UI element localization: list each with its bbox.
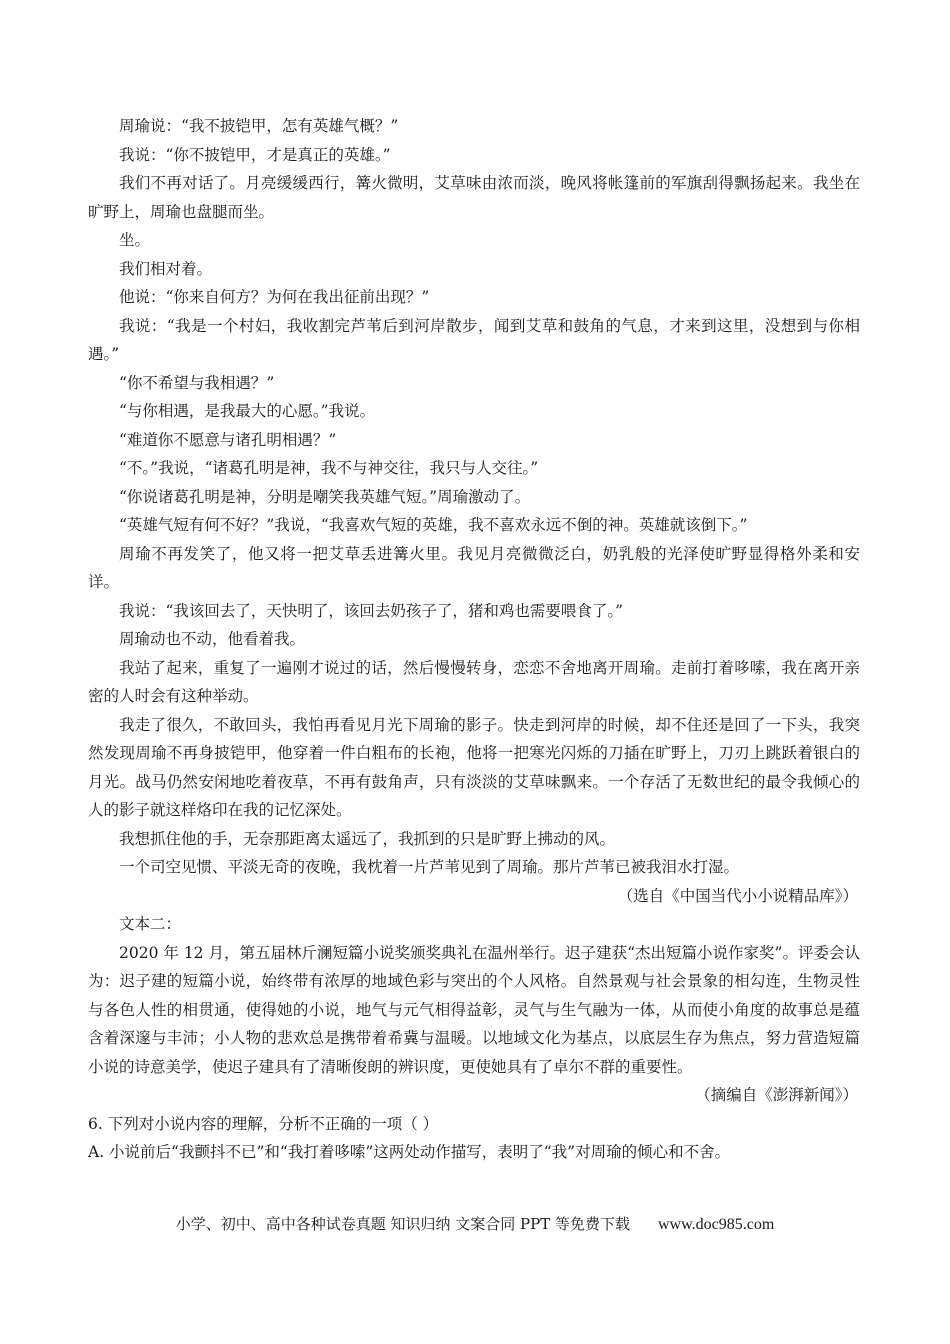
paragraph: “不。”我说，“诸葛孔明是神，我不与神交往，我只与人交往。” xyxy=(119,459,539,477)
question-option-a: A. 小说前后“我颤抖不已”和“我打着哆嗦”这两处动作描写，表明了“我”对周瑜的倾心和不舍。 xyxy=(88,1143,731,1161)
paragraph: 我说：“我该回去了，天快明了，该回去奶孩子了，猪和鸡也需要喂食了。” xyxy=(119,601,624,620)
paragraph: “英雄气短有何不好？”我说，“我喜欢气短的英雄，我不喜欢永远不倒的神。英雄就该倒下。” xyxy=(119,516,748,534)
paragraph: 我说：“我是一个村妇，我收割完芦苇后到河岸散步，闻到艾草和鼓角的气息，才来到这里，没想到与你相遇。” xyxy=(88,316,860,363)
paragraph: 我们相对着。 xyxy=(119,259,213,278)
paragraph: 我站了起来，重复了一遍刚才说过的话，然后慢慢转身，恋恋不舍地离开周瑜。走前打着哆嗦，我在离开亲密的人时会有这种举动。 xyxy=(88,658,860,705)
article-body xyxy=(88,112,860,1167)
page-footer xyxy=(0,1213,950,1236)
paragraph: 2020 年 12 月，第五届林斤澜短篇小说奖颁奖典礼在温州举行。迟子建获“杰出短篇小说作家奖”。评委会认为：迟子建的短篇小说，始终带有浓厚的地域色彩与突出的个人风格。自然景观与社会景象的相勾连，生物灵性与各色人性的相贯通，使得她的小说，地气与元气相得益彰，灵气与生气融为一体，从而使小角度的故事总是蕴含着深邃与丰沛；小人物的悲欢总是携带着希冀与温暖。以地域文化为基点，以底层生存为焦点，努力营造短篇小说的诗意美学，使迟子建具有了清晰俊朗的辨识度，更使她具有了卓尔不群的重要性。 xyxy=(88,943,860,1076)
footer-url[interactable]: www.doc985.com xyxy=(657,1216,775,1233)
paragraph: 我们不再对话了。月亮缓缓西行，篝火微明，艾草味由浓而淡，晚风将帐篷前的军旗刮得飘扬起来。我坐在旷野上，周瑜也盘腿而坐。 xyxy=(88,174,860,221)
paragraph: 一个司空见惯、平淡无奇的夜晚，我枕着一片芦苇见到了周瑜。那片芦苇已被我泪水打湿。 xyxy=(119,858,740,876)
paragraph: 我走了很久，不敢回头，我怕再看见月光下周瑜的影子。快走到河岸的时候，却不住还是回了一下头，我突然发现周瑜不再身披铠甲，他穿着一件白粗布的长袍，他将一把寒光闪烁的刀插在旷野上，刀刃上跳跃着银白的月光。战马仍然安闲地吃着夜草，不再有鼓角声，只有淡淡的艾草味飘来。一个存活了无数世纪的最令我倾心的人的影子就这样烙印在我的记忆深处。 xyxy=(88,715,860,819)
source-citation: （摘编自《澎湃新闻》） xyxy=(695,1086,858,1104)
source-citation: （选自《中国当代小小说精品库》） xyxy=(617,886,858,905)
paragraph: 他说：“你来自何方？为何在我出征前出现？” xyxy=(119,288,430,306)
footer-text: 小学、初中、高中各种试卷真题 知识归纳 文案合同 PPT 等免费下载 xyxy=(175,1215,630,1233)
paragraph-list xyxy=(88,112,860,1110)
paragraph: 我说：“你不披铠甲，才是真正的英雄。” xyxy=(119,145,391,164)
paragraph: “难道你不愿意与诸孔明相遇？” xyxy=(119,430,337,449)
question-stem: 6. 下列对小说内容的理解，分析不正确的一项（ ） xyxy=(88,1114,439,1133)
paragraph: “与你相遇，是我最大的心愿。”我说。 xyxy=(119,402,376,420)
paragraph: “你不希望与我相遇？” xyxy=(119,373,275,392)
paragraph: 我想抓住他的手，无奈那距离太遥远了，我抓到的只是旷野上拂动的风。 xyxy=(119,829,616,848)
paragraph: 坐。 xyxy=(119,231,151,249)
paragraph: 周瑜动也不动，他看着我。 xyxy=(119,630,306,648)
paragraph: 文本二： xyxy=(119,915,182,933)
paragraph: “你说诸葛孔明是神，分明是嘲笑我英雄气短。”周瑜激动了。 xyxy=(119,487,531,506)
paragraph: 周瑜不再发笑了，他又将一把艾草丢进篝火里。我见月亮微微泛白，奶乳般的光泽使旷野显得格外柔和安详。 xyxy=(88,544,860,591)
paragraph: 周瑜说：“我不披铠甲，怎有英雄气概？” xyxy=(119,117,399,135)
